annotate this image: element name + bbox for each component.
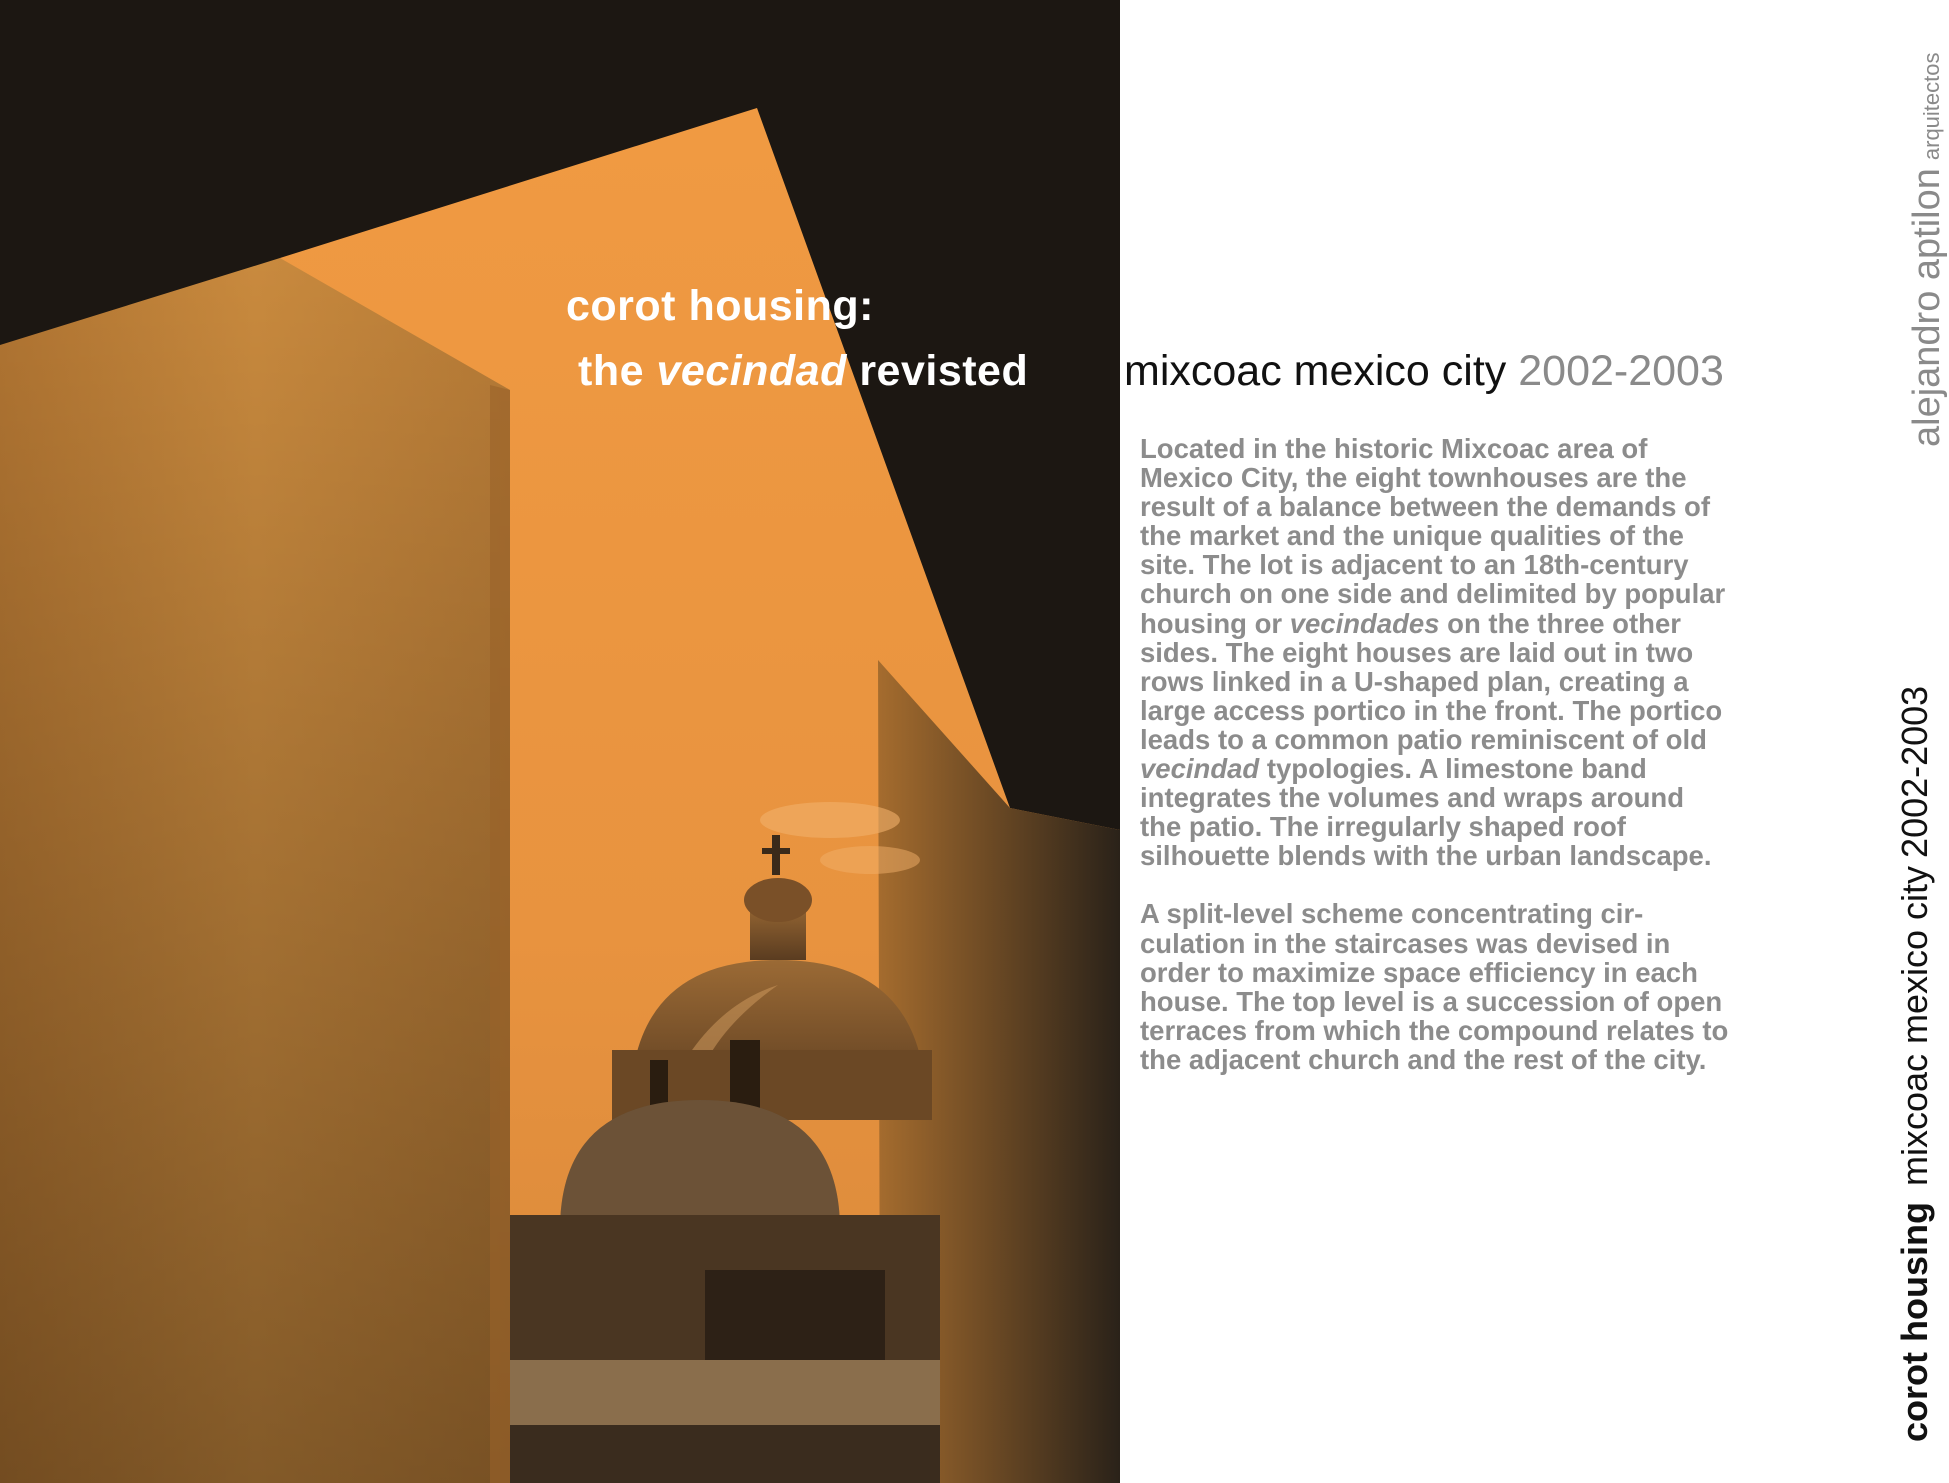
- title-line-2: [578, 347, 1028, 396]
- vertical-project-name: corot housing: [1894, 1202, 1935, 1442]
- location-text: mixcoac mexico city: [1124, 347, 1507, 395]
- p1-italic-2: vecindad: [1140, 753, 1260, 785]
- title-line-2-post: revisted: [859, 347, 1029, 395]
- location-years: 2002-2003: [1518, 347, 1724, 395]
- title-line-2-italic: vecindad: [656, 347, 847, 395]
- architect-role: arquitectos: [1919, 52, 1944, 161]
- title-line-1: corot housing:: [566, 282, 874, 330]
- vertical-place: mixcoac mexico city: [1894, 865, 1935, 1187]
- title-line-2-pre: the: [578, 347, 644, 395]
- p1-part-a: Located in the historic Mixcoac area of Mexico City, the eight townhouses are the result of a balance between the demands of the market and the unique qualities of the site. The lot is adjacent to an 18th-century church on one side and delimited by popular housing or: [1140, 433, 1726, 639]
- p1-part-c: typologies. A limestone band integrates the volumes and wraps around the patio. The irregularly shaped roof silhouette blends with the urban landscape.: [1140, 753, 1712, 872]
- body-text: [1140, 434, 1730, 1074]
- p1-part-b: on the three other sides. The eight houses are laid out in two rows linked in a U-shaped plan, creating a large access portico in the front. The portico leads to a common patio reminiscent of old: [1140, 607, 1723, 755]
- architect-credit: [1906, 52, 1949, 447]
- vertical-project-title: [1894, 686, 1936, 1442]
- location-line: [1124, 347, 1724, 396]
- paragraph-2: A split-level scheme concentrating circulation in the staircases was devised in order to maximize space efficiency in each house. The top level is a succession of open terraces from which the compound relates to the adjacent church and the rest of the city.: [1140, 898, 1729, 1075]
- p1-italic-1: vecindades: [1289, 607, 1440, 639]
- paragraph-1: [1140, 434, 1730, 870]
- vertical-years: 2002-2003: [1894, 685, 1935, 858]
- architect-name: alejandro aptilon: [1906, 168, 1948, 447]
